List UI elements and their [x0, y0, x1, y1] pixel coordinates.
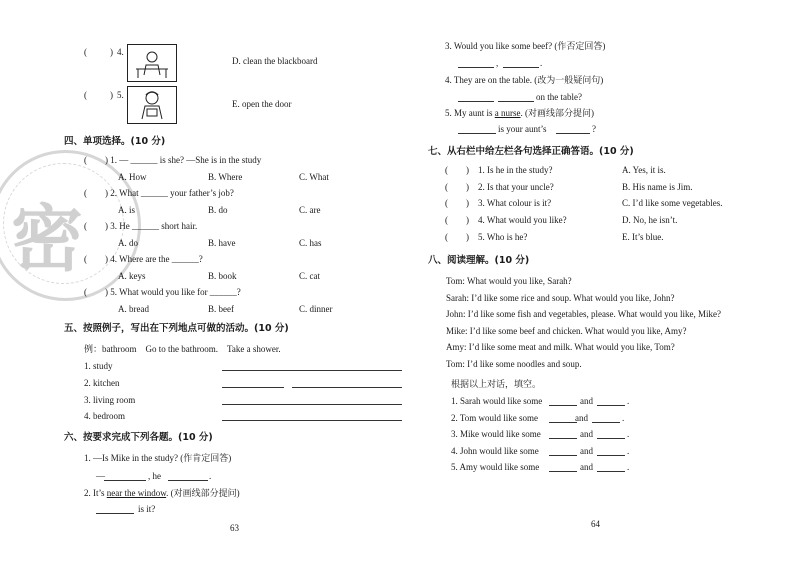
- q7-2-paren: ( ): [445, 182, 469, 192]
- sec5-item-living-room: 3. living room: [84, 395, 136, 405]
- answer-line: [292, 387, 402, 388]
- q7-2: 2. Is that your uncle?: [478, 182, 554, 192]
- q4-5: ( ) 5. What would you like for ______?: [84, 287, 241, 297]
- sec5-example: 例：bathroom Go to the bathroom. Take a shower.: [84, 344, 281, 354]
- sec6-q2: [84, 487, 240, 499]
- answer-line: [222, 370, 402, 371]
- sec6-q5-q: ?: [592, 124, 596, 134]
- item-number: 5.: [117, 90, 124, 100]
- sec6-q4-ans: on the table?: [536, 92, 582, 102]
- section-6-title: 六、按要求完成下列各题。(10 分): [64, 432, 213, 443]
- answer-line: [222, 404, 402, 405]
- paren-close: ): [110, 47, 113, 57]
- q4-2-b: B. do: [208, 205, 228, 215]
- q7-d: D. No, he isn’t.: [622, 215, 678, 225]
- q7-4: 4. What would you like?: [478, 215, 567, 225]
- dialog-line: Sarah: I’d like some rice and soup. What would you like, John?: [446, 293, 675, 303]
- answer-line: [592, 422, 620, 423]
- fill-1-and: and: [580, 396, 593, 406]
- answer-line: [222, 420, 402, 421]
- fill-3-end: .: [627, 429, 630, 439]
- q4-3-b: B. have: [208, 238, 236, 248]
- sec6-q2-post: . (对画线部分提问): [166, 488, 240, 498]
- fill-3-and: and: [580, 429, 593, 439]
- fill-4-and: and: [580, 446, 593, 456]
- answer-line: [96, 513, 134, 514]
- student-desk-icon: [128, 45, 176, 81]
- sec6-q1-dash: —: [96, 471, 105, 481]
- paren-open: (: [84, 90, 87, 100]
- sec6-q5-post: . (对画线部分提问): [520, 108, 595, 118]
- sec6-q2-underlined: near the window: [106, 488, 167, 498]
- sec6-q5-mid: is your aunt’s: [498, 124, 547, 134]
- sec6-q1-dot: .: [209, 471, 212, 481]
- q4-1-c: C. What: [299, 172, 329, 182]
- answer-line: [597, 405, 625, 406]
- paren-open: (: [84, 47, 87, 57]
- sec6-q3-dot: .: [540, 58, 543, 68]
- q4-3-a: A. do: [118, 238, 138, 248]
- q7-5: 5. Who is he?: [478, 232, 528, 242]
- answer-line: [597, 455, 625, 456]
- answer-line: [556, 133, 590, 134]
- answer-line: [498, 101, 534, 102]
- q4-3-c: C. has: [299, 238, 322, 248]
- answer-e: E. open the door: [232, 99, 292, 109]
- dialog-line: Tom: I’d like some noodles and soup.: [446, 359, 582, 369]
- q4-1-b: B. Where: [208, 172, 243, 182]
- q4-2-c: C. are: [299, 205, 321, 215]
- fill-2-end: .: [622, 413, 625, 423]
- sec6-q3-comma: ,: [496, 58, 499, 68]
- q7-5-paren: ( ): [445, 232, 469, 242]
- fill-5-and: and: [580, 462, 593, 472]
- fill-3-pre: 3. Mike would like some: [451, 429, 541, 439]
- answer-line: [104, 480, 146, 481]
- q7-e: E. It’s blue.: [622, 232, 664, 242]
- fill-2-pre: 2. Tom would like some: [451, 413, 538, 423]
- q7-a: A. Yes, it is.: [622, 165, 666, 175]
- q4-1-a: A. How: [118, 172, 147, 182]
- q4-3: ( ) 3. He ______ short hair.: [84, 221, 198, 231]
- q4-4-b: B. book: [208, 271, 237, 281]
- q4-5-b: B. beef: [208, 304, 234, 314]
- q7-3: 3. What colour is it?: [478, 198, 552, 208]
- section-5-title: 五、按照例子，写出在下列地点可做的活动。(10 分): [64, 323, 289, 334]
- fill-5-pre: 5. Amy would like some: [451, 462, 540, 472]
- sec6-q1: 1. —Is Mike in the study? (作肯定回答): [84, 453, 232, 463]
- q7-c: C. I’d like some vegetables.: [622, 198, 723, 208]
- q4-2-a: A. is: [118, 205, 136, 215]
- q4-2: ( ) 2. What ______ your father’s job?: [84, 188, 234, 198]
- dialog-line: John: I’d like some fish and vegetables, please. What would you like, Mike?: [446, 309, 722, 319]
- fill-4-pre: 4. John would like some: [451, 446, 539, 456]
- dialog-line: Amy: I’d like some meat and milk. What would you like, Tom?: [446, 342, 675, 352]
- fill-1-pre: 1. Sarah would like some: [451, 396, 543, 406]
- q4-4-a: A. keys: [118, 271, 146, 281]
- fill-4-end: .: [627, 446, 630, 456]
- section-7-title: 七、从右栏中给左栏各句选择正确答语。(10 分): [428, 146, 634, 157]
- section-8-title: 八、阅读理解。(10 分): [428, 255, 530, 266]
- section-4-title: 四、单项选择。(10 分): [64, 136, 166, 147]
- fill-2-and: and: [575, 413, 588, 423]
- answer-d: D. clean the blackboard: [232, 56, 318, 66]
- sec6-q2-ans: is it?: [138, 504, 156, 514]
- answer-line: [597, 471, 625, 472]
- answer-line: [597, 438, 625, 439]
- q7-b: B. His name is Jim.: [622, 182, 693, 192]
- seal-stamp-char: 密: [11, 196, 84, 281]
- picture-clean-blackboard: [127, 44, 177, 82]
- q4-4: ( ) 4. Where are the ______?: [84, 254, 203, 264]
- q7-1-paren: ( ): [445, 165, 469, 175]
- q4-5-c: C. dinner: [299, 304, 333, 314]
- answer-line: [222, 387, 284, 388]
- answer-line: [549, 422, 577, 423]
- sec6-q3: 3. Would you like some beef? (作否定回答): [445, 41, 606, 51]
- q7-3-paren: ( ): [445, 198, 469, 208]
- sec5-item-kitchen: 2. kitchen: [84, 378, 120, 388]
- boy-reading-icon: [128, 87, 176, 123]
- answer-line: [458, 101, 494, 102]
- item-number: 4.: [117, 47, 124, 57]
- sec5-item-bedroom: 4. bedroom: [84, 411, 125, 421]
- q4-5-a: A. bread: [118, 304, 149, 314]
- sec6-q5-pre: 5. My aunt is: [445, 108, 495, 118]
- sec5-item-study: 1. study: [84, 361, 113, 371]
- fill-1-end: .: [627, 396, 630, 406]
- q4-4-c: C. cat: [299, 271, 320, 281]
- picture-open-door: [127, 86, 177, 124]
- answer-line: [458, 133, 496, 134]
- paren-close: ): [110, 90, 113, 100]
- dialog-line: Tom: What would you like, Sarah?: [446, 276, 572, 286]
- page-number-left: 63: [230, 523, 239, 533]
- sec6-q5-underlined: a nurse: [494, 108, 521, 118]
- sec6-q5: [445, 107, 594, 119]
- sec8-instruction: 根据以上对话，填空。: [451, 379, 542, 389]
- sec6-q1-he: , he: [148, 471, 161, 481]
- q7-4-paren: ( ): [445, 215, 469, 225]
- answer-line: [549, 438, 577, 439]
- fill-5-end: .: [627, 462, 630, 472]
- answer-line: [168, 480, 208, 481]
- dialog-line: Mike: I’d like some beef and chicken. What would you like, Amy?: [446, 326, 687, 336]
- answer-line: [458, 67, 494, 68]
- answer-line: [549, 405, 577, 406]
- q4-1: ( ) 1. — ______ is she? —She is in the study: [84, 155, 262, 165]
- sec6-q4: 4. They are on the table. (改为一般疑问句): [445, 75, 604, 85]
- page-number-right: 64: [591, 519, 600, 529]
- answer-line: [549, 455, 577, 456]
- q7-1: 1. Is he in the study?: [478, 165, 553, 175]
- answer-line: [549, 471, 577, 472]
- sec6-q2-pre: 2. It’s: [84, 488, 107, 498]
- answer-line: [503, 67, 539, 68]
